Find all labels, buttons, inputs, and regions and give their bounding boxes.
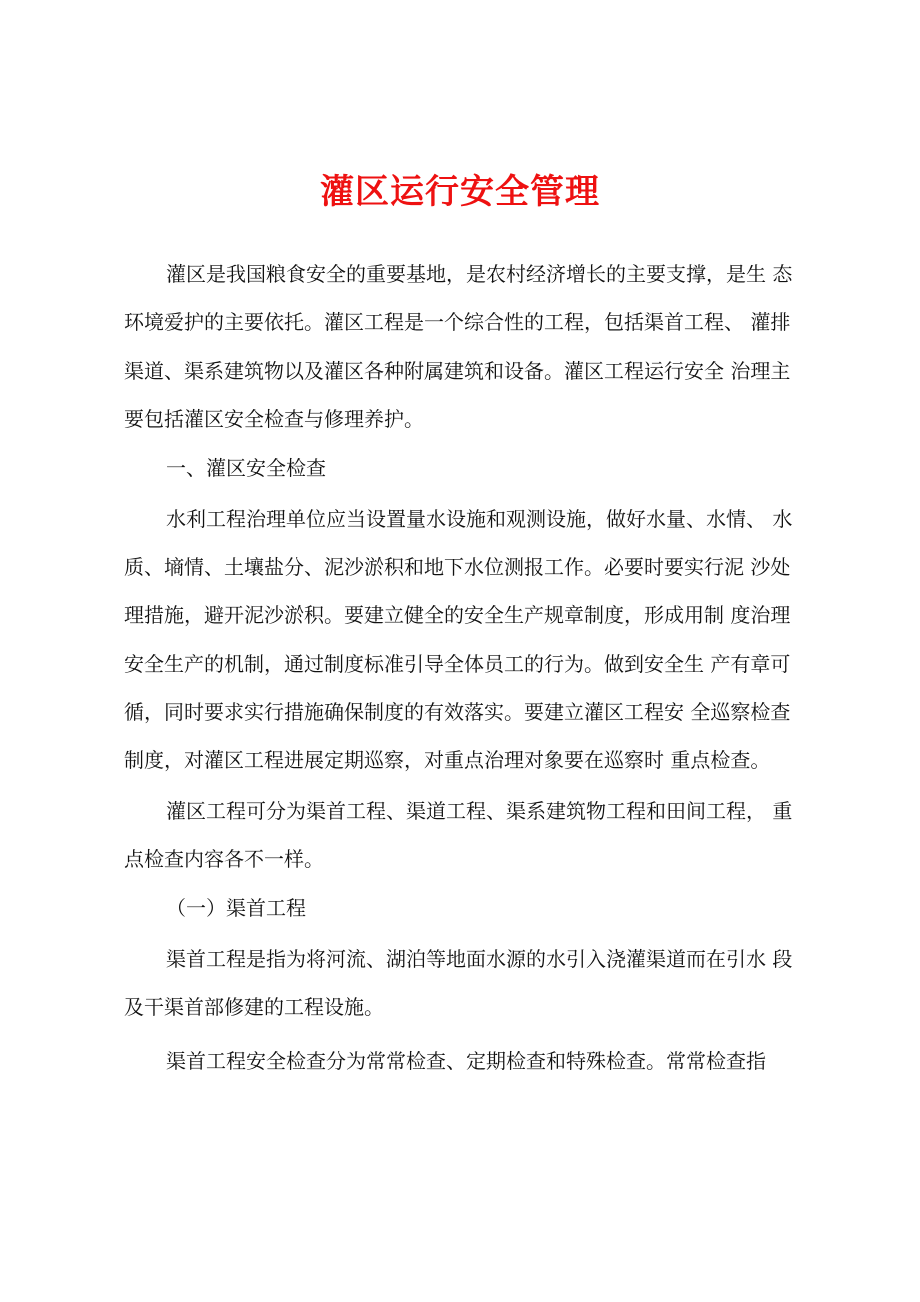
paragraph-2-line-2: 质、墒情、土壤盐分、泥沙淤积和地下水位测报工作。必要时要实行泥 沙处 [124, 555, 791, 579]
paragraph-4-line-1: 渠首工程是指为将河流、湖泊等地面水源的水引入浇灌渠道而在引水 段 [166, 947, 793, 971]
paragraph-1-line-1: 灌区是我国粮食安全的重要基地，是农村经济增长的主要支撑，是生 态 [166, 262, 793, 286]
paragraph-2-line-6: 制度，对灌区工程进展定期巡察，对重点治理对象要在巡察时 重点检查。 [124, 748, 771, 772]
paragraph-5-line-1: 渠首工程安全检查分为常常检查、定期检查和特殊检查。常常检查指 [166, 1049, 766, 1073]
paragraph-2-line-4: 安全生产的机制，通过制度标准引导全体员工的行为。做到安全生 产有章可 [124, 652, 791, 676]
paragraph-1-line-4: 要包括灌区安全检查与修理养护。 [124, 407, 424, 431]
section-heading-1: 一、灌区安全检查 [166, 456, 326, 480]
paragraph-1-line-2: 环境爱护的主要依托。灌区工程是一个综合性的工程，包括渠首工程、 灌排 [124, 310, 791, 334]
paragraph-2-line-1: 水利工程治理单位应当设置量水设施和观测设施，做好水量、水情、 水 [166, 507, 793, 531]
paragraph-2-line-3: 理措施，避开泥沙淤积。要建立健全的安全生产规章制度，形成用制 度治理 [124, 603, 791, 627]
paragraph-2-line-5: 循，同时要求实行措施确保制度的有效落实。要建立灌区工程安 全巡察检查 [124, 700, 791, 724]
paragraph-3-line-1: 灌区工程可分为渠首工程、渠道工程、渠系建筑物工程和田间工程， 重 [166, 799, 793, 823]
paragraph-3-line-2: 点检查内容各不一样。 [124, 847, 324, 871]
paragraph-1-line-3: 渠道、渠系建筑物以及灌区各种附属建筑和设备。灌区工程运行安全 治理主 [124, 359, 791, 383]
paragraph-4-line-2: 及干渠首部修建的工程设施。 [124, 995, 384, 1019]
page-title: 灌区运行安全管理 [320, 172, 600, 212]
subsection-heading-1: （一）渠首工程 [166, 896, 306, 920]
